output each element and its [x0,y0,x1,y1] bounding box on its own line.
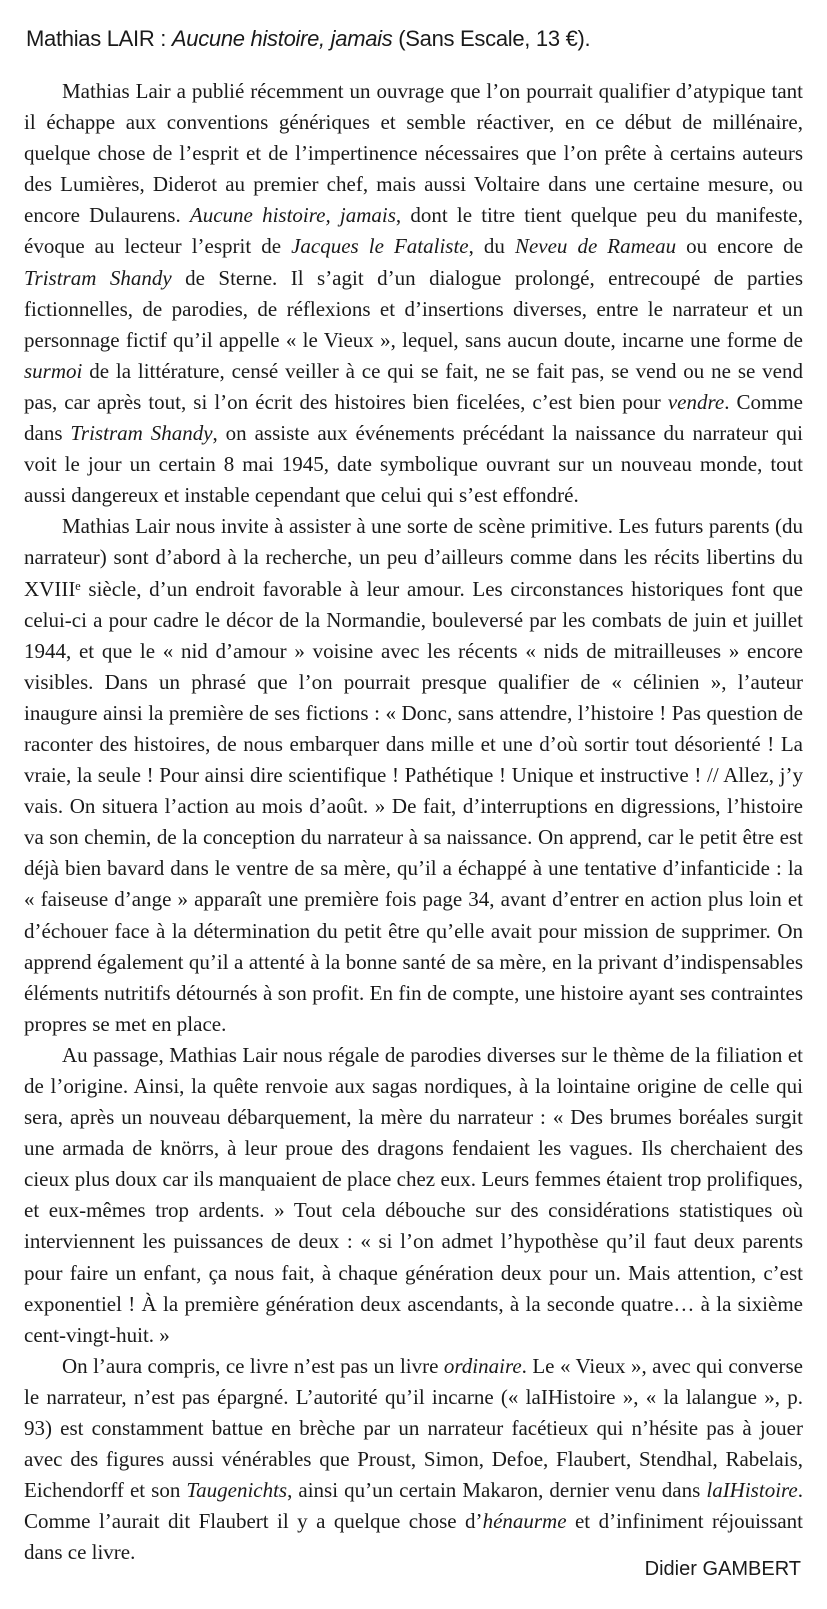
italic-title-text: Tristram Shandy [70,421,213,446]
paragraph-text: Au passage, Mathias Lair nous régale de parodies diverses sur le thème de la filiation et de l’origine. Ainsi, la quête renvoie aux sagas nordiques, à la lointaine origine de celle qui sera, après un nouveau débarquement, la mère du narrateur : « Des brumes boréales surgit une armada de knörrs, à leur proue des dragons fendaient les vagues. Ils cherchaient des cieux plus doux car ils manquaient de place chez eux. Leurs femmes étaient trop prolifiques, et eux-mêmes trop ardents. » Tout cela débouche sur des considérations statistiques où interviennent les puissances de deux : « si l’on admet l’hypothèse qu’il faut deux parents pour faire un enfant, ça nous fait, à chaque génération deux pour un. Mais attention, c’est exponentiel ! À la première génération deux ascendants, à la seconde quatre… à la sixième cent-vingt-huit. » [24,1042,803,1347]
italic-title-text: Tristram Shandy [24,265,172,290]
paragraph-text: et d’infiniment réjouissant dans ce livre. [24,1509,803,1565]
paragraph-text: On l’aura compris, ce livre n’est pas un livre [62,1353,444,1378]
paragraph-text: Mathias Lair a publié récemment un ouvrage que l’on pourrait qualifier d’atypique tant il échappe aux conventions génériques et semble réactiver, en ce début de millénaire, quelque chose de l’esprit et de l’impertinence nécessaires que l’on prête à certains auteurs des Lumières, Diderot au premier chef, mais aussi Voltaire dans une certaine mesure, ou encore Dulaurens. [24,79,803,228]
italic-title-text: Aucune histoire, jamais [189,203,396,228]
heading-author: Mathias LAIR : [26,26,172,51]
italic-title-text: surmoi [24,358,83,383]
review-body [24,76,803,1569]
italic-title-text: Neveu de Rameau [514,234,677,259]
paragraph-text: . Comme dans [24,389,803,446]
review-paragraph [24,1040,803,1351]
review-paragraph [24,76,803,511]
review-paragraph [24,1351,803,1569]
italic-title-text: ordinaire [443,1353,522,1378]
italic-title-text: Taugenichts [186,1478,288,1503]
italic-title-text: vendre [667,389,725,414]
paragraph-text: , on assiste aux événements précédant la naissance du narrateur qui voit le jour un certain 8 mai 1945, date symbolique ouvrant sur un nouveau monde, tout aussi dangereux et instable cependant que celui qui s’est effondré. [24,421,803,508]
italic-title-text: laIHistoire [706,1478,798,1503]
paragraph-text: , du [468,234,515,259]
paragraph-text: , ainsi qu’un certain Makaron, dernier venu dans [287,1478,707,1503]
paragraph-text: . Comme l’aurait dit Flaubert il y a quelque chose d’ [24,1478,803,1534]
paragraph-text: ou encore de [676,234,804,259]
italic-title-text: Jacques le Fataliste [291,234,469,259]
review-signature: Didier GAMBERT [644,1558,801,1580]
heading-book-title: Aucune histoire, jamais [171,26,393,51]
paragraph-text: . Le « Vieux », avec qui converse le narrateur, n’est pas épargné. L’autorité qu’il incarne (« laIHistoire », « la lalangue », p. 93) est constamment battue en brèche par un narrateur facétieux qui n’hésite pas à jouer avec des figures aussi vénérables que Proust, Simon, Defoe, Flaubert, Stendhal, Rabelais, Eichendorff et son [24,1353,803,1503]
paragraph-text: , dont le titre tient quelque peu du manifeste, évoque au lecteur l’esprit de [24,203,803,259]
italic-title-text: hénaurme [482,1509,567,1534]
review-heading [26,24,803,54]
paragraph-text: de la littérature, censé veiller à ce qui se fait, ne se fait pas, se vend ou ne se vend pas, car après tout, si l’on écrit des histoires bien ficelées, c’est bien pour [24,358,803,414]
paragraph-text: de Sterne. Il s’agit d’un dialogue prolongé, entrecoupé de parties fictionnelles, de parodies, de réflexions et d’insertions diverses, entre le narrateur et un personnage fictif qu’il appelle « le Vieux », lequel, sans aucun doute, incarne une forme de [24,265,803,352]
heading-publisher-price: (Sans Escale, 13 €). [392,26,591,51]
paragraph-text: Mathias Lair nous invite à assister à une sorte de scène primitive. Les futurs parents (du narrateur) sont d’abord à la recherche, un peu d’ailleurs comme dans les récits libertins du XVIIIᵉ siècle, d’un endroit favorable à leur amour. Les circonstances historiques font que celui-ci a pour cadre le décor de la Normandie, bouleversé par les combats de juin et juillet 1944, et que le « nid d’amour » voisine avec les récents « nids de mitrailleuses » encore visibles. Dans un phrasé que l’on pourrait presque qualifier de « célinien », l’auteur inaugure ainsi la première de ses fictions : « Donc, sans attendre, l’histoire ! Pas question de raconter des histoires, de nous embarquer dans mille et une d’où sortir tout désorienté ! La vraie, la seule ! Pour ainsi dire scientifique ! Pathétique ! Unique et instructive ! // Allez, j’y vais. On situera l’action au mois d’août. » De fait, d’interruptions en digressions, l’histoire va son chemin, de la conception du narrateur à sa naissance. On apprend, car le petit être est déjà bien bavard dans le ventre de sa mère, qu’il a échappé à une tentative d’infanticide : la « faiseuse d’ange » apparaît une première fois page 34, avant d’entrer en action plus loin et d’échouer face à la détermination du petit être qu’elle avait pour mission de supprimer. On apprend également qu’il a attenté à la bonne santé de sa mère, en la privant d’indispensables éléments nutritifs détournés à son profit. En fin de compte, une histoire ayant ses contraintes propres se met en place. [24,514,803,1036]
review-paragraph [24,511,803,1040]
